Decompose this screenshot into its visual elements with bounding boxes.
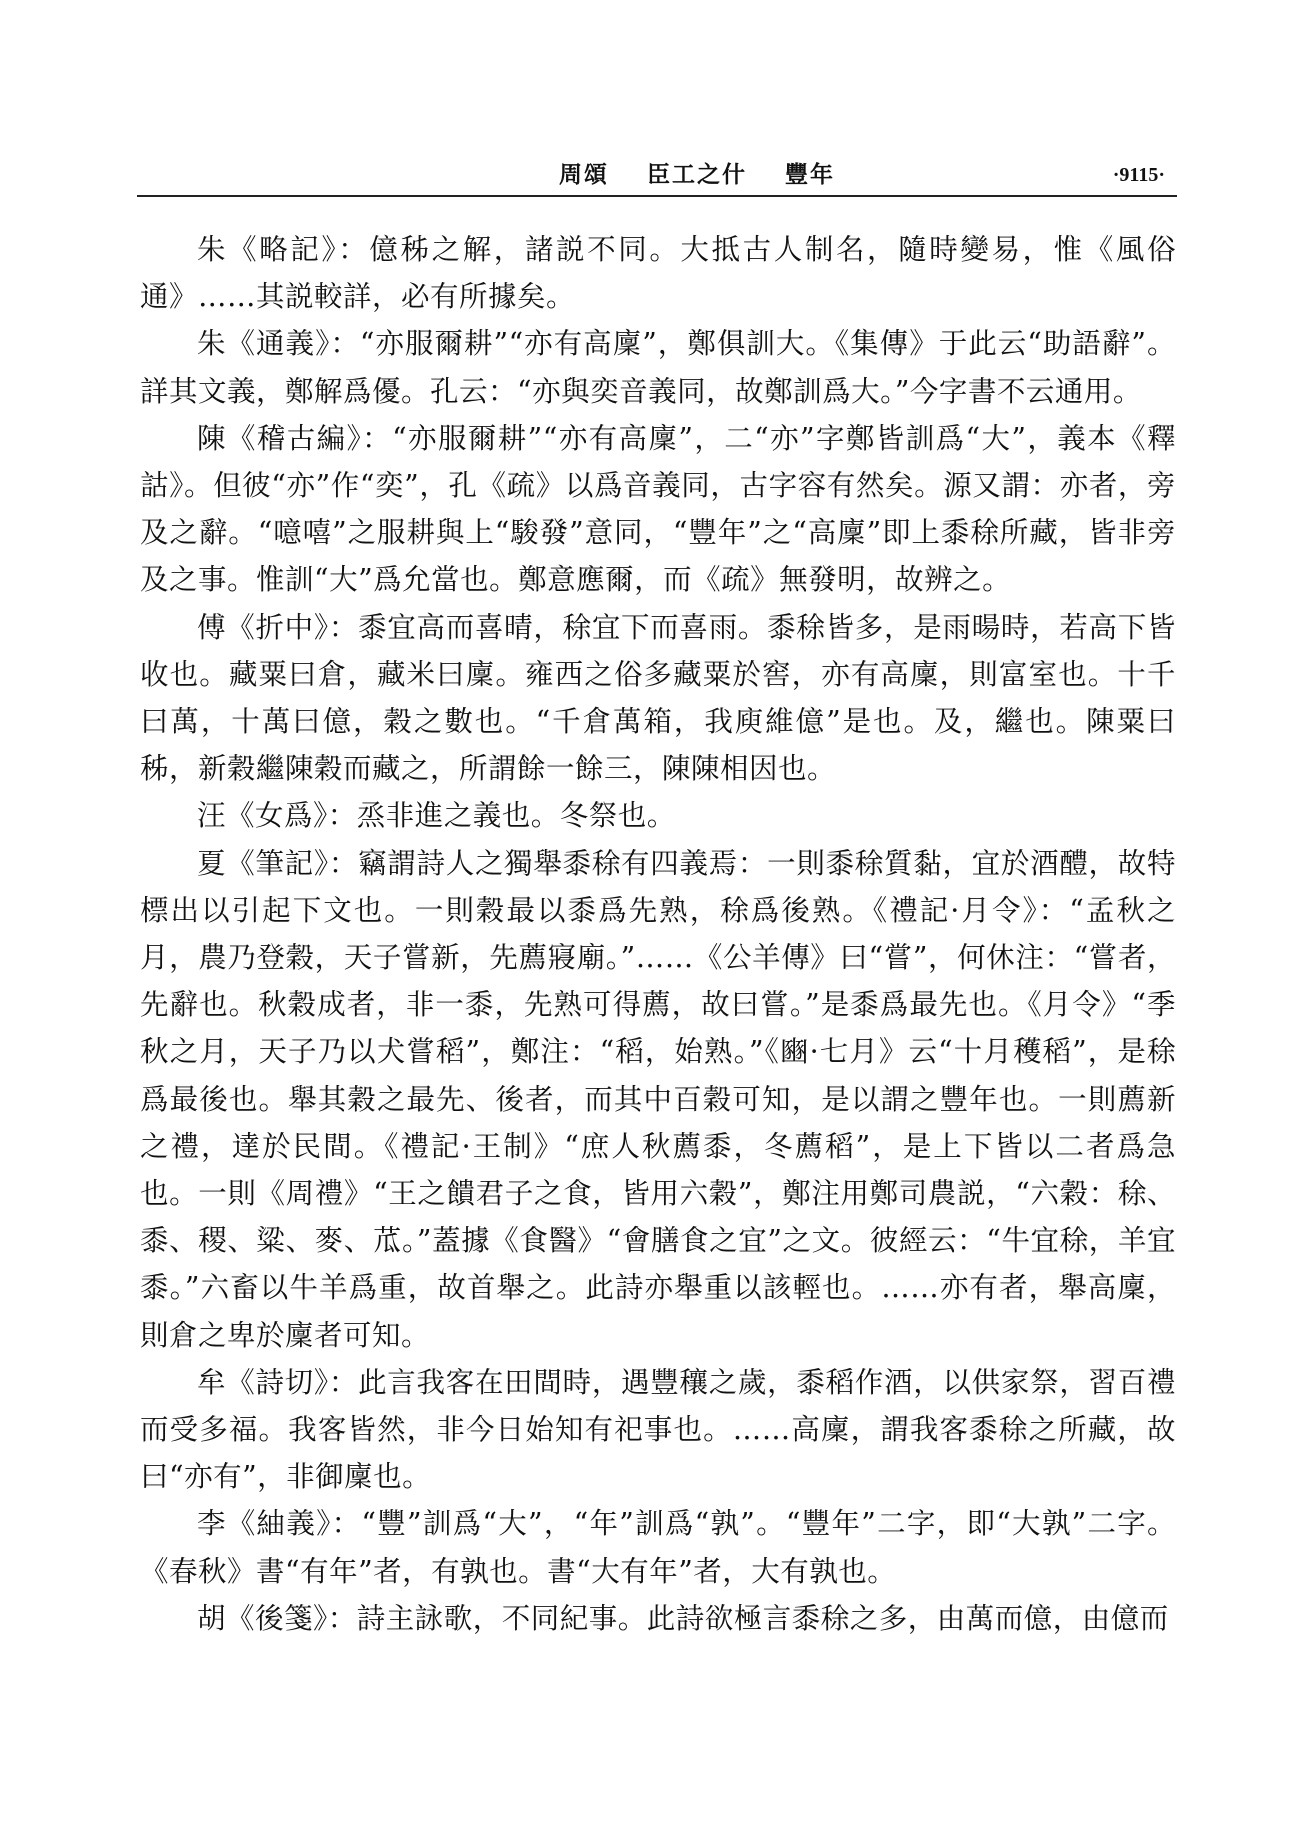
header-rule xyxy=(137,195,1177,197)
page-header xyxy=(137,158,1177,198)
paragraph-mou-shiqie: 牟《詩切》：此言我客在田間時，遇豐穰之歲，黍稻作酒，以供家祭，習百禮而受多福。我客皆然，非今日始知有祀事也。……高廩，謂我客黍稌之所藏，故曰“亦有”，非御廩也。 xyxy=(140,1365,1176,1494)
running-head xyxy=(537,158,857,192)
paragraph-xia-biji: 夏《筆記》：竊謂詩人之獨舉黍稌有四義焉：一則黍稌質黏，宜於酒醴，故特標出以引起下文也。一則穀最以黍爲先熟，稌爲後熟。《禮記·月令》：“孟秋之月，農乃登穀，天子嘗新，先薦寢廟。”……《公羊傳》曰“嘗”，何休注：“嘗者，先辭也。秋穀成者，非一黍，先熟可得薦，故曰嘗。”是黍爲最先也。《月令》“季秋之月，天子乃以犬嘗稻”，鄭注：“稻，始熟。”《豳·七月》云“十月穫稻”，是稌爲最後也。舉其穀之最先、後者，而其中百穀可知，是以謂之豐年也。一則薦新之禮，達於民間。《禮記·王制》“庶人秋薦黍，冬薦稻”，是上下皆以二者爲急也。一則《周禮》“王之饋君子之食，皆用六穀”，鄭注用鄭司農説，“六穀：稌、黍、稷、粱、麥、苽。”蓋據《食醫》“會膳食之宜”之文。彼經云：“牛宜稌，羊宜黍。”六畜以牛羊爲重，故首舉之。此詩亦舉重以該輕也。……亦有者，舉高廩，則倉之卑於廩者可知。 xyxy=(140,846,1176,1352)
running-head-section: 周頌 xyxy=(558,161,609,188)
paragraph-li-chouyi: 李《紬義》：“豐”訓爲“大”，“年”訓爲“孰”。“豐年”二字，即“大孰”二字。《春秋》書“有年”者，有孰也。書“大有年”者，大有孰也。 xyxy=(140,1507,1176,1588)
paragraph-fu-zhezhong: 傅《折中》：黍宜高而喜晴，稌宜下而喜雨。黍稌皆多，是雨暘時，若高下皆收也。藏粟曰倉，藏米曰廩。雍西之俗多藏粟於窖，亦有高廩，則富室也。十千曰萬，十萬曰億，穀之數也。“千倉萬箱，我庾維億”是也。及，繼也。陳粟曰秭，新穀繼陳穀而藏之，所謂餘一餘三，陳陳相因也。 xyxy=(140,610,1176,786)
paragraph-hu-houjian: 胡《後箋》：詩主詠歌，不同紀事。此詩欲極言黍稌之多，由萬而億，由億而 xyxy=(197,1601,1169,1635)
running-head-poem: 豐年 xyxy=(785,161,836,188)
page-number: ·9115· xyxy=(1112,164,1165,186)
body-text xyxy=(140,226,1176,1642)
paragraph-zhu-lueji: 朱《略記》：億秭之解，諸説不同。大抵古人制名，隨時變易，惟《風俗通》……其説較詳，必有所據矣。 xyxy=(140,233,1176,314)
paragraph-zhu-tongyi: 朱《通義》：“亦服爾耕”“亦有高廩”，鄭俱訓大。《集傳》于此云“助語辭”。詳其文義，鄭解爲優。孔云：“亦與奕音義同，故鄭訓爲大。”今字書不云通用。 xyxy=(140,327,1176,408)
running-head-chapter: 臣工之什 xyxy=(647,161,747,188)
paragraph-wang-nvwei: 汪《女爲》：烝非進之義也。冬祭也。 xyxy=(197,799,676,833)
paragraph-chen-jigubian: 陳《稽古編》：“亦服爾耕”“亦有高廩”，二“亦”字鄭皆訓爲“大”，義本《釋詁》。但彼“亦”作“奕”，孔《疏》以爲音義同，古字容有然矣。源又謂：亦者，旁及之辭。“噫嘻”之服耕與上“駿發”意同，“豐年”之“高廩”即上黍稌所藏，皆非旁及之事。惟訓“大”爲允當也。鄭意應爾，而《疏》無發明，故辨之。 xyxy=(140,421,1176,597)
